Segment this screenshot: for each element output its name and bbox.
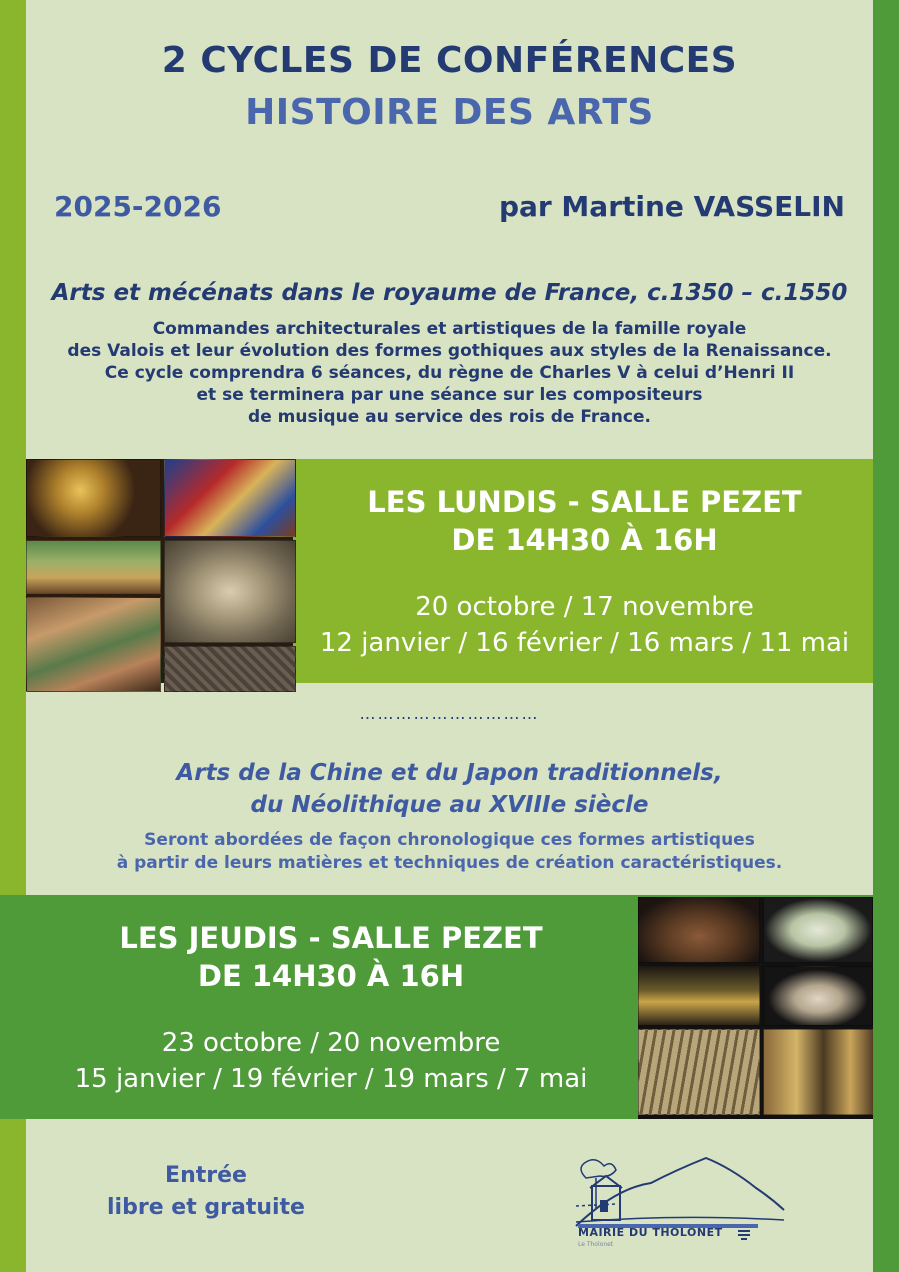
cycle1-desc-line: des Valois et leur évolution des formes gothiques aux styles de la Renaissance. <box>67 341 832 361</box>
artwork-image <box>763 897 873 963</box>
cycle2-title-line: du Néolithique au XVIIIe siècle <box>250 792 649 818</box>
artwork-image <box>26 459 161 537</box>
cycle2-desc-line: à partir de leurs matières et techniques de création caractéristiques. <box>116 853 783 873</box>
cycle2-description <box>30 829 869 875</box>
cycle1-schedule-time: DE 14H30 À 16H <box>451 523 718 557</box>
right-green-stripe <box>873 0 899 1272</box>
author: par Martine VASSELIN <box>498 190 845 223</box>
logo-subtext: Le Tholonet <box>578 1241 614 1248</box>
cycle2-dates-line: 23 octobre / 20 novembre <box>161 1028 501 1058</box>
artwork-image <box>164 540 296 643</box>
artwork-image <box>26 540 161 594</box>
entry-line: Entrée <box>165 1163 247 1188</box>
cycle2-dates <box>26 1025 636 1097</box>
cycle1-desc-line: de musique au service des rois de France. <box>248 407 651 427</box>
cycle1-desc-line: Ce cycle comprendra 6 séances, du règne de Charles V à celui d’Henri II <box>104 363 795 383</box>
cycle2-schedule-day: LES JEUDIS - SALLE PEZET <box>119 921 543 955</box>
asian-art-collage <box>638 897 873 1119</box>
cycle2-schedule-time: DE 14H30 À 16H <box>197 959 465 993</box>
artwork-image <box>164 646 296 692</box>
artwork-image <box>26 597 161 692</box>
entry-line: libre et gratuite <box>107 1195 305 1220</box>
cycle1-dates-line: 20 octobre / 17 novembre <box>415 592 754 622</box>
cycle1-schedule-day: LES LUNDIS - SALLE PEZET <box>367 485 802 519</box>
cycle1-dates-line: 12 janvier / 16 février / 16 mars / 11 mai <box>319 628 850 658</box>
entry-info <box>86 1160 326 1224</box>
artwork-image <box>763 1029 873 1115</box>
separator-dots: ………………………… <box>359 704 540 723</box>
cycle1-description <box>30 318 869 428</box>
artwork-image <box>638 897 760 963</box>
artwork-image <box>638 966 760 1026</box>
cycle1-desc-line: et se terminera par une séance sur les compositeurs <box>196 385 703 405</box>
title-line-1: 2 CYCLES DE CONFÉRENCES <box>161 40 738 81</box>
cycle1-desc-line: Commandes architecturales et artistiques de la famille royale <box>152 319 747 339</box>
artwork-image <box>638 1029 760 1115</box>
cycle1-schedule <box>296 483 873 559</box>
cycle2-schedule <box>26 919 636 995</box>
title-line-2: HISTOIRE DES ARTS <box>245 92 654 133</box>
cycle2-title-line: Arts de la Chine et du Japon traditionnels, <box>176 760 723 786</box>
artwork-image <box>763 966 873 1026</box>
cycle2-dates-line: 15 janvier / 19 février / 19 mars / 7 mai <box>74 1064 588 1094</box>
french-art-collage <box>26 459 293 683</box>
logo-text: MAIRIE DU THOLONET <box>578 1226 723 1239</box>
cycle1-dates <box>296 589 873 661</box>
artwork-image <box>164 459 296 537</box>
season-years: 2025-2026 <box>54 190 222 223</box>
cycle1-title: Arts et mécénats dans le royaume de France, c.1350 – c.1550 <box>51 280 848 306</box>
cycle2-title <box>30 757 869 821</box>
cycle2-desc-line: Seront abordées de façon chronologique ces formes artistiques <box>144 830 755 850</box>
